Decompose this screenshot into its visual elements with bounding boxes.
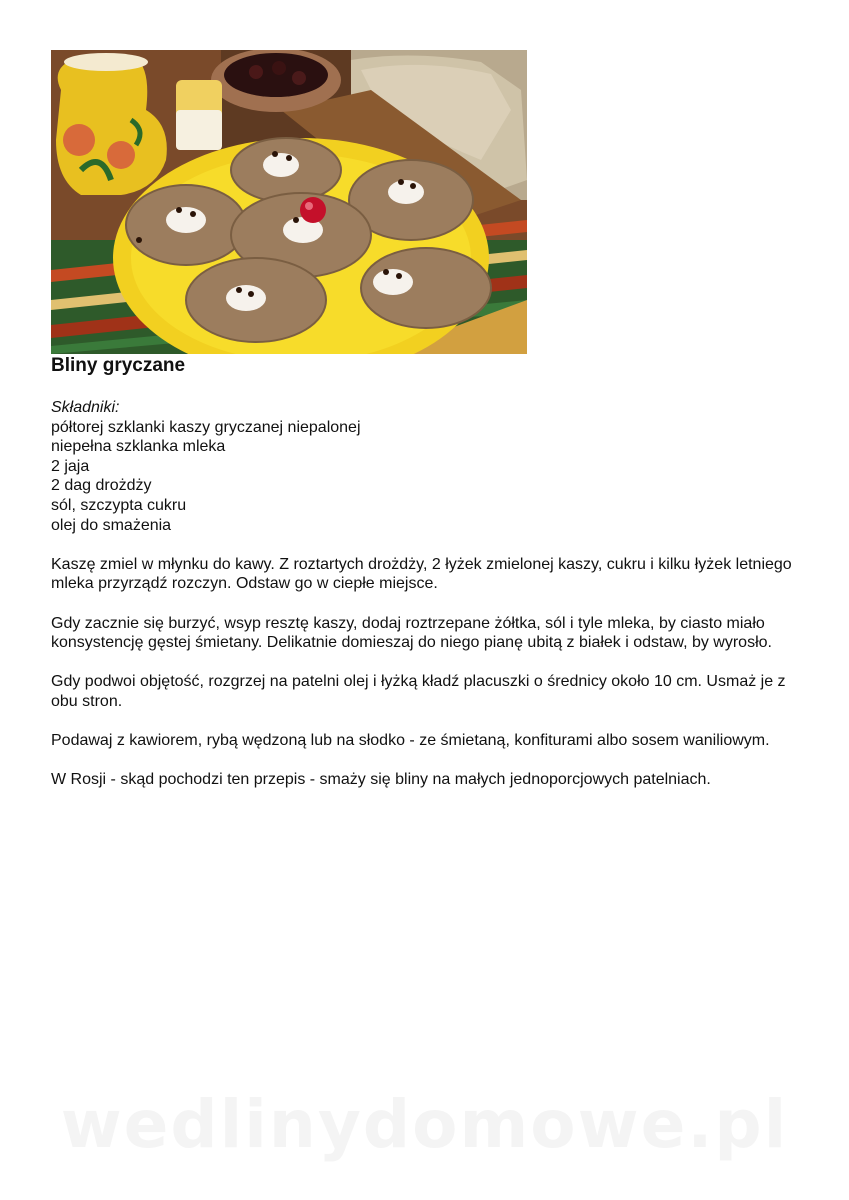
recipe-photo xyxy=(51,50,527,354)
ingredient-item: sól, szczypta cukru xyxy=(51,496,187,514)
recipe-title: Bliny gryczane xyxy=(51,355,186,376)
ingredients-list xyxy=(51,418,811,536)
ingredient-item: półtorej szklanki kaszy gryczanej niepalonej xyxy=(51,418,361,436)
recipe-step: Podawaj z kawiorem, rybą wędzoną lub na słodko - ze śmietaną, konfiturami albo sosem waniliowym. xyxy=(51,732,770,750)
watermark: wedlinydomowe.pl xyxy=(60,1086,789,1163)
recipe-body xyxy=(51,398,811,790)
recipe-step: W Rosji - skąd pochodzi ten przepis - smaży się bliny na małych jednoporcjowych patelniach. xyxy=(51,771,711,789)
recipe-step: Gdy zacznie się burzyć, wsyp resztę kaszy, dodaj roztrzepane żółtka, sól i tyle mleka, by ciasto miało konsystencję gęstej śmietany. Delikatnie domieszaj do niego pianę ubitą z białek i odstaw, by wyrosło. xyxy=(51,614,772,652)
recipe-step: Gdy podwoi objętość, rozgrzej na patelni olej i łyżką kładź placuszki o średnicy około 10 cm. Usmaż je z obu stron. xyxy=(51,673,786,710)
recipe-step: Kaszę zmiel w młynku do kawy. Z roztartych drożdży, 2 łyżek zmielonej kaszy, cukru i kilku łyżek letniego mleka przyrządź rozczyn. Odstaw go w ciepłe miejsce. xyxy=(51,555,792,593)
ingredients-label: Składniki: xyxy=(51,399,120,416)
ingredient-item: 2 dag drożdży xyxy=(51,477,152,495)
ingredient-item: olej do smażenia xyxy=(51,516,172,534)
ingredient-item: 2 jaja xyxy=(51,457,90,475)
ingredient-item: niepełna szklanka mleka xyxy=(51,438,226,456)
